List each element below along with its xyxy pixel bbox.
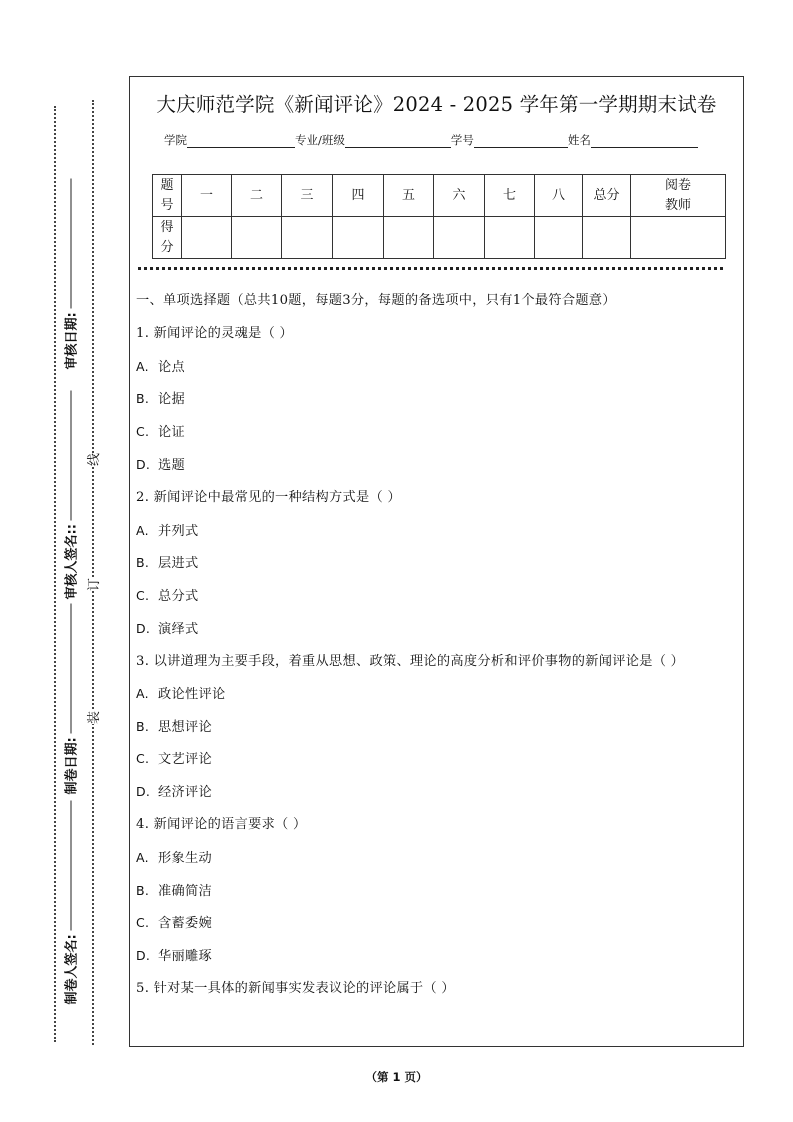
review-date-label: 审核日期: — [64, 312, 80, 370]
page-number: （第 1 页） — [365, 1070, 428, 1084]
option-2c[interactable]: C. 总分式 — [136, 588, 199, 605]
compile-date-field[interactable] — [61, 575, 80, 795]
section-separator — [138, 267, 723, 270]
option-1c[interactable]: C. 论证 — [136, 424, 185, 441]
score-cell[interactable] — [485, 217, 535, 259]
question-4: 4. 新闻评论的语言要求（ ） — [136, 816, 307, 832]
section-4-header: 四 — [333, 175, 384, 217]
binding-dotted-line — [92, 100, 94, 1045]
option-1a[interactable]: A. 论点 — [136, 358, 185, 375]
option-4d[interactable]: D. 华丽雕琢 — [136, 948, 212, 965]
option-2d[interactable]: D. 演绎式 — [136, 620, 199, 637]
option-3c[interactable]: C. 文艺评论 — [136, 751, 212, 768]
option-4c[interactable]: C. 含蓄委婉 — [136, 915, 212, 932]
score-table — [152, 174, 726, 259]
college-field[interactable] — [187, 133, 295, 148]
option-3d[interactable]: D. 经济评论 — [136, 784, 212, 801]
question-3: 3. 以讲道理为主要手段，着重从思想、政策、理论的高度分析和评价事物的新闻评论是（ ） — [136, 653, 685, 669]
option-1d[interactable]: D. 选题 — [136, 456, 185, 473]
college-label: 学院 — [164, 133, 187, 147]
exam-frame — [129, 76, 744, 1047]
option-3b[interactable]: B. 思想评论 — [136, 718, 212, 735]
total-score-cell[interactable] — [583, 217, 631, 259]
section-5-header: 五 — [384, 175, 434, 217]
student-id-field[interactable] — [474, 133, 568, 148]
question-5: 5. 针对某一具体的新闻事实发表议论的评论属于（ ） — [136, 980, 455, 996]
section-heading: 一、单项选择题（总共10题，每题3分，每题的备选项中，只有1个最符合题意） — [136, 293, 616, 308]
section-1-header: 一 — [182, 175, 232, 217]
score-cell[interactable] — [232, 217, 282, 259]
option-3a[interactable]: A. 政论性评论 — [136, 685, 226, 702]
section-3-header: 三 — [282, 175, 333, 217]
compiler-signature-field[interactable] — [61, 785, 80, 1005]
exam-title: 大庆师范学院《新闻评论》2024 - 2025 学年第一学期期末试卷 — [156, 93, 717, 116]
score-cell[interactable] — [333, 217, 384, 259]
compiler-signature-label: 制卷人签名: — [64, 934, 80, 1005]
score-cell[interactable] — [434, 217, 485, 259]
section-2-header: 二 — [232, 175, 282, 217]
question-2: 2. 新闻评论中最常见的一种结构方式是（ ） — [136, 489, 401, 505]
reviewer-signature-label: 审核人签名:: — [64, 524, 80, 600]
binding-mark-staple: 订 — [81, 578, 104, 591]
section-8-header: 八 — [535, 175, 583, 217]
option-2a[interactable]: A. 并列式 — [136, 522, 199, 539]
question-number-header: 题号 — [153, 175, 182, 217]
reviewer-signature-field[interactable] — [61, 380, 80, 600]
score-cell[interactable] — [182, 217, 232, 259]
compile-date-label: 制卷日期: — [64, 737, 80, 795]
score-row-label: 得分 — [153, 217, 182, 259]
binding-mark-bind: 装 — [81, 711, 104, 724]
total-score-header: 总分 — [583, 175, 631, 217]
name-field[interactable] — [591, 133, 698, 148]
grader-signature-cell[interactable] — [631, 217, 726, 259]
questions-area — [136, 290, 739, 1011]
score-cell[interactable] — [282, 217, 333, 259]
option-2b[interactable]: B. 层进式 — [136, 555, 199, 572]
binding-mark-line: 线 — [81, 453, 104, 466]
review-date-field[interactable] — [61, 150, 80, 370]
option-4b[interactable]: B. 准确简洁 — [136, 882, 212, 899]
major-class-field[interactable] — [345, 133, 451, 148]
option-1b[interactable]: B. 论据 — [136, 391, 185, 408]
section-7-header: 七 — [485, 175, 535, 217]
score-value-row — [153, 217, 726, 259]
section-6-header: 六 — [434, 175, 485, 217]
signature-dotted-line — [54, 106, 56, 1042]
name-label: 姓名 — [567, 133, 591, 147]
major-class-label: 专业/班级 — [295, 133, 345, 147]
student-id-label: 学号 — [450, 133, 474, 147]
grader-header: 阅卷教师 — [631, 175, 726, 217]
question-1: 1. 新闻评论的灵魂是（ ） — [136, 325, 294, 341]
student-info-row — [164, 132, 698, 148]
score-header-row — [153, 175, 726, 217]
score-cell[interactable] — [384, 217, 434, 259]
score-cell[interactable] — [535, 217, 583, 259]
option-4a[interactable]: A. 形象生动 — [136, 849, 212, 866]
